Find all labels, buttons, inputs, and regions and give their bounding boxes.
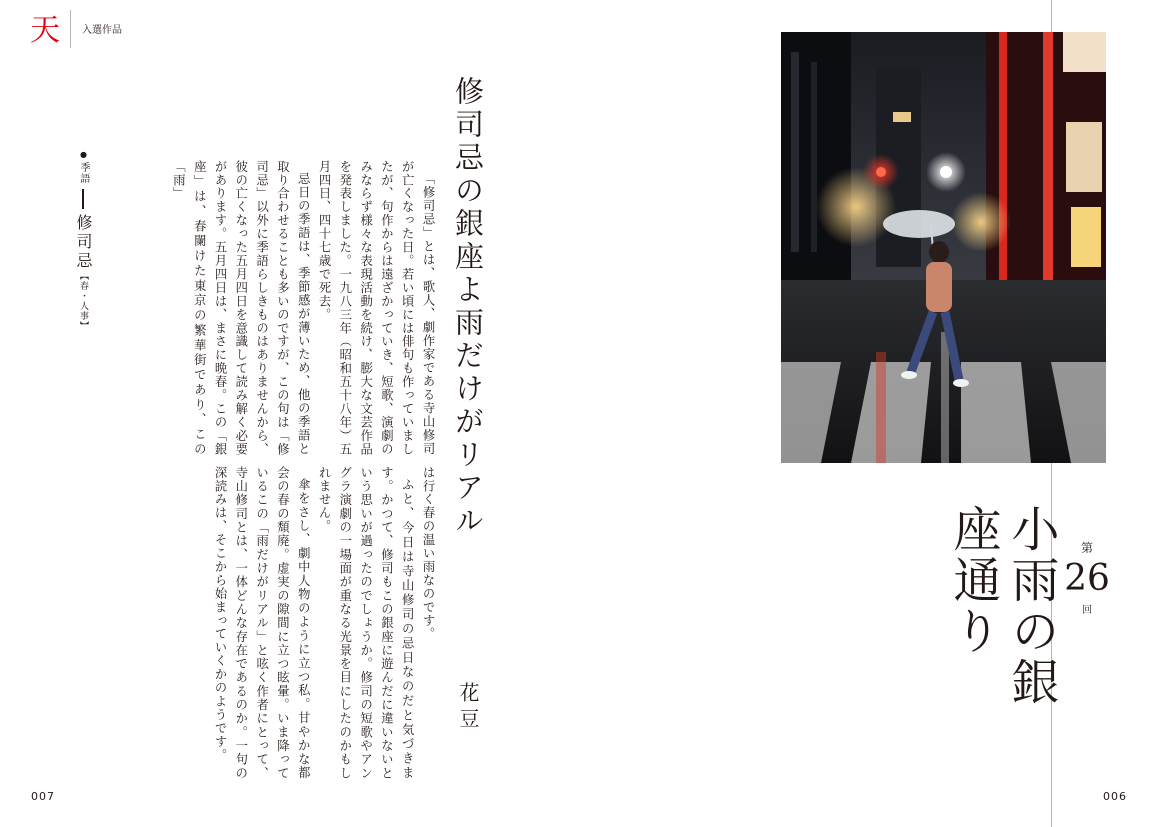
- kigo-word: 修司忌: [74, 214, 93, 271]
- issue-number: 26: [1064, 558, 1110, 599]
- issue-suffix: 回: [1082, 605, 1092, 616]
- rank-mark: 天: [30, 13, 60, 48]
- section-label: 入選作品: [82, 25, 122, 36]
- kigo-label: 季語: [78, 162, 89, 184]
- page-number-left: 007: [31, 790, 55, 803]
- kigo-category: 【春・人事】: [78, 271, 88, 331]
- commentary-top-tier: [118, 160, 438, 456]
- haiku-text: 修司忌の銀座よ雨だけがリアル: [451, 76, 485, 538]
- commentary-paragraph: 忌日の季語は、季節感が薄いため、他の季語と取り合わせることも多いのですが、この句は「修司忌」以外に季語らしきものはありませんから、彼の亡くなった五月四日を意識して読み解く必要があります。五月四日は、まさに晩春。この「銀座」は、春闌けた東京の繁華街であり、この「雨」: [171, 160, 311, 456]
- kigo-bullet: ●: [79, 150, 88, 159]
- haiku-author: 花豆: [456, 682, 480, 734]
- commentary-paragraph: 傘をさし、劇中人物のように立つ私。甘やかな都会の春の頽廃。虚実の隙間に立つ眩暈。いま降っているこの「雨だけがリアル」と呟く作者にとって、寺山修司とは、一体どんな存在であるのか。一句の深読みは、そこから始まっていくかのようです。: [213, 466, 311, 780]
- header-divider: [70, 10, 71, 48]
- street-photo-drawing: [781, 32, 1106, 463]
- street-photo: [781, 32, 1106, 463]
- issue-number-block: [1062, 540, 1112, 650]
- commentary-bottom-tier: [118, 466, 438, 780]
- column-title: 小雨の銀座通り: [945, 504, 1059, 708]
- page-number-right: 006: [1103, 790, 1127, 803]
- commentary-paragraph: 「修司忌」とは、歌人、劇作家である寺山修司が亡くなった日。若い頃には俳句も作っていましたが、句作からは遠ざかっていき、短歌、演劇のみならず様々な表現活動を続け、膨大な文芸作品を発表しました。一九八三年（昭和五十八年）五月四日、四十七歳で死去。: [317, 160, 435, 456]
- kigo-note: [66, 150, 93, 450]
- issue-prefix: 第: [1080, 541, 1093, 555]
- commentary-paragraph: は行く春の温い雨なのです。: [421, 466, 435, 641]
- commentary-paragraph: ふと、今日は寺山修司の忌日なのだと気づきます。かつて、修司もこの銀座に遊んだに違いないという思いが過ったのでしょうか。修司の短歌やアングラ演劇の一場面が重なる光景を目にしたのかもしれません。: [317, 466, 415, 780]
- kigo-dash: [82, 189, 84, 209]
